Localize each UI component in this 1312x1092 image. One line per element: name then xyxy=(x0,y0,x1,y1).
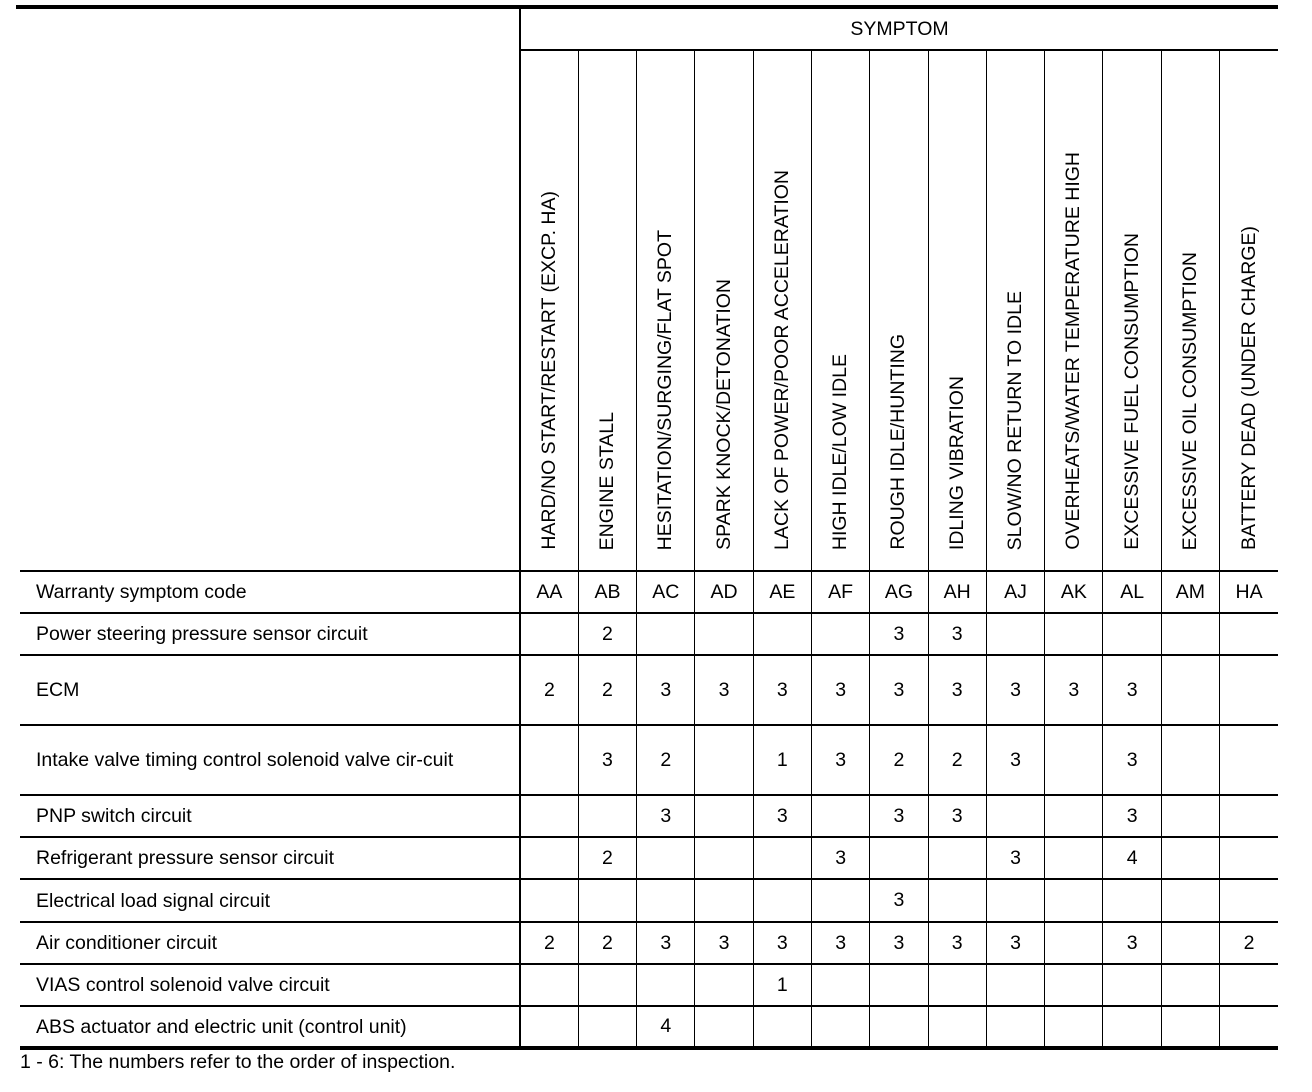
cell-value xyxy=(1161,795,1219,837)
cell-value: AE xyxy=(753,571,811,613)
cell-value xyxy=(1045,837,1103,879)
cell-value: 3 xyxy=(1103,795,1161,837)
table-row xyxy=(20,837,1278,879)
cell-value xyxy=(1220,1006,1278,1048)
cell-value xyxy=(695,837,753,879)
cell-value xyxy=(1161,879,1219,922)
row-label: ABS actuator and electric unit (control unit) xyxy=(20,1006,520,1048)
table-row xyxy=(20,725,1278,795)
cell-value xyxy=(520,613,578,655)
cell-value xyxy=(637,837,695,879)
cell-value xyxy=(1220,725,1278,795)
cell-value: 3 xyxy=(1103,922,1161,964)
cell-value xyxy=(578,964,636,1006)
cell-value xyxy=(928,1006,986,1048)
cell-value xyxy=(520,795,578,837)
symptom-label: SLOW/NO RETURN TO IDLE xyxy=(1004,290,1027,550)
symptom-column-header xyxy=(637,50,695,571)
symptom-column-header xyxy=(870,50,928,571)
cell-value xyxy=(1045,795,1103,837)
cell-value xyxy=(520,725,578,795)
symptom-column-header xyxy=(520,50,578,571)
cell-value xyxy=(811,1006,869,1048)
cell-value: 3 xyxy=(928,922,986,964)
cell-value: 1 xyxy=(753,725,811,795)
cell-value xyxy=(753,837,811,879)
cell-value: 4 xyxy=(637,1006,695,1048)
cell-value: 2 xyxy=(637,725,695,795)
cell-value xyxy=(870,964,928,1006)
cell-value: 3 xyxy=(928,795,986,837)
row-label: Intake valve timing control solenoid valve cir-cuit xyxy=(20,725,520,795)
cell-value xyxy=(1161,964,1219,1006)
cell-value: 2 xyxy=(578,922,636,964)
cell-value xyxy=(1220,837,1278,879)
cell-value xyxy=(578,1006,636,1048)
cell-value: AA xyxy=(520,571,578,613)
cell-value xyxy=(695,879,753,922)
symptom-column-header xyxy=(578,50,636,571)
cell-value: AC xyxy=(637,571,695,613)
cell-value xyxy=(1161,613,1219,655)
table-row xyxy=(20,571,1278,613)
row-label: Power steering pressure sensor circuit xyxy=(20,613,520,655)
cell-value: 3 xyxy=(870,922,928,964)
cell-value xyxy=(986,795,1044,837)
symptom-column-header xyxy=(811,50,869,571)
symptom-label: EXCESSIVE OIL CONSUMPTION xyxy=(1178,251,1201,550)
cell-value xyxy=(1045,879,1103,922)
cell-value: 3 xyxy=(811,837,869,879)
cell-value xyxy=(870,1006,928,1048)
table-row xyxy=(20,655,1278,725)
cell-value xyxy=(520,837,578,879)
cell-value: 3 xyxy=(811,922,869,964)
cell-value xyxy=(928,837,986,879)
symptom-label: SPARK KNOCK/DETONATION xyxy=(712,279,735,550)
cell-value: AB xyxy=(578,571,636,613)
cell-value: 1 xyxy=(753,964,811,1006)
cell-value: 3 xyxy=(753,655,811,725)
row-label: Warranty symptom code xyxy=(20,571,520,613)
cell-value xyxy=(928,879,986,922)
cell-value xyxy=(928,964,986,1006)
cell-value: 2 xyxy=(578,613,636,655)
cell-value: 3 xyxy=(928,655,986,725)
cell-value xyxy=(520,1006,578,1048)
symptom-column-header xyxy=(753,50,811,571)
cell-value xyxy=(811,613,869,655)
cell-value: 2 xyxy=(520,655,578,725)
symptom-column-header xyxy=(1161,50,1219,571)
cell-value xyxy=(695,795,753,837)
cell-value: 3 xyxy=(695,655,753,725)
cell-value: 3 xyxy=(1045,655,1103,725)
symptom-column-header xyxy=(1103,50,1161,571)
cell-value xyxy=(986,1006,1044,1048)
cell-value xyxy=(753,613,811,655)
cell-value: 2 xyxy=(520,922,578,964)
cell-value xyxy=(1161,837,1219,879)
symptom-column-header xyxy=(928,50,986,571)
cell-value: 3 xyxy=(870,795,928,837)
cell-value xyxy=(695,613,753,655)
cell-value: AF xyxy=(811,571,869,613)
symptom-label: HESITATION/SURGING/FLAT SPOT xyxy=(654,229,677,550)
cell-value xyxy=(1161,922,1219,964)
cell-value xyxy=(1220,795,1278,837)
cell-value: 3 xyxy=(695,922,753,964)
symptom-label: LACK OF POWER/POOR ACCELERATION xyxy=(770,170,793,550)
cell-value xyxy=(637,879,695,922)
cell-value xyxy=(1220,964,1278,1006)
cell-value: 3 xyxy=(986,655,1044,725)
cell-value xyxy=(1103,1006,1161,1048)
cell-value xyxy=(637,964,695,1006)
cell-value xyxy=(1045,1006,1103,1048)
cell-value: 3 xyxy=(986,922,1044,964)
symptom-label: EXCESSIVE FUEL CONSUMPTION xyxy=(1120,233,1143,550)
row-label: Refrigerant pressure sensor circuit xyxy=(20,837,520,879)
cell-value xyxy=(695,725,753,795)
cell-value: 3 xyxy=(637,795,695,837)
cell-value: 2 xyxy=(578,837,636,879)
cell-value xyxy=(578,879,636,922)
cell-value: 2 xyxy=(928,725,986,795)
row-label: VIAS control solenoid valve circuit xyxy=(20,964,520,1006)
cell-value xyxy=(986,879,1044,922)
cell-value: HA xyxy=(1220,571,1278,613)
cell-value xyxy=(578,795,636,837)
symptom-label: OVERHEATS/WATER TEMPERATURE HIGH xyxy=(1062,152,1085,550)
cell-value xyxy=(870,837,928,879)
symptom-table xyxy=(20,9,1278,1050)
symptom-column-header xyxy=(695,50,753,571)
symptom-column-header xyxy=(1220,50,1278,571)
symptom-label: HIGH IDLE/LOW IDLE xyxy=(829,353,852,550)
header-corner xyxy=(20,9,520,571)
cell-value xyxy=(811,964,869,1006)
row-label: Electrical load signal circuit xyxy=(20,879,520,922)
cell-value xyxy=(520,964,578,1006)
cell-value: 2 xyxy=(578,655,636,725)
cell-value: AH xyxy=(928,571,986,613)
cell-value: AD xyxy=(695,571,753,613)
row-label: PNP switch circuit xyxy=(20,795,520,837)
cell-value: 3 xyxy=(578,725,636,795)
cell-value xyxy=(1161,655,1219,725)
row-label: Air conditioner circuit xyxy=(20,922,520,964)
cell-value xyxy=(520,879,578,922)
cell-value: 4 xyxy=(1103,837,1161,879)
symptom-column-header xyxy=(986,50,1044,571)
cell-value xyxy=(1220,655,1278,725)
symptom-label: ROUGH IDLE/HUNTING xyxy=(887,334,910,550)
cell-value xyxy=(986,964,1044,1006)
cell-value xyxy=(1161,1006,1219,1048)
symptom-group-header: SYMPTOM xyxy=(520,9,1278,50)
cell-value xyxy=(1045,964,1103,1006)
cell-value: 3 xyxy=(870,879,928,922)
cell-value xyxy=(986,613,1044,655)
cell-value xyxy=(1045,725,1103,795)
cell-value: AG xyxy=(870,571,928,613)
cell-value: 3 xyxy=(986,837,1044,879)
table-row xyxy=(20,613,1278,655)
symptom-label: BATTERY DEAD (UNDER CHARGE) xyxy=(1237,226,1260,550)
cell-value: 3 xyxy=(986,725,1044,795)
row-label: ECM xyxy=(20,655,520,725)
table-row xyxy=(20,922,1278,964)
cell-value xyxy=(753,879,811,922)
table-row xyxy=(20,879,1278,922)
cell-value xyxy=(1103,964,1161,1006)
cell-value: AK xyxy=(1045,571,1103,613)
cell-value: 2 xyxy=(870,725,928,795)
cell-value xyxy=(811,795,869,837)
table-row xyxy=(20,795,1278,837)
symptom-label: ENGINE STALL xyxy=(595,411,618,550)
cell-value: AJ xyxy=(986,571,1044,613)
cell-value: 3 xyxy=(1103,725,1161,795)
cell-value: AM xyxy=(1161,571,1219,613)
cell-value xyxy=(811,879,869,922)
symptom-label: HARD/NO START/RESTART (EXCP. HA) xyxy=(537,191,560,550)
table-row xyxy=(20,1006,1278,1048)
cell-value xyxy=(1045,922,1103,964)
cell-value xyxy=(753,1006,811,1048)
cell-value: 3 xyxy=(870,655,928,725)
cell-value: 3 xyxy=(637,922,695,964)
cell-value xyxy=(1220,879,1278,922)
cell-value: 2 xyxy=(1220,922,1278,964)
cell-value xyxy=(695,1006,753,1048)
cell-value xyxy=(1045,613,1103,655)
cell-value xyxy=(1103,879,1161,922)
cell-value: 3 xyxy=(753,795,811,837)
table-row xyxy=(20,964,1278,1006)
cell-value: 3 xyxy=(928,613,986,655)
cell-value: 3 xyxy=(1103,655,1161,725)
cell-value xyxy=(695,964,753,1006)
cell-value xyxy=(637,613,695,655)
cell-value: AL xyxy=(1103,571,1161,613)
cell-value: 3 xyxy=(811,655,869,725)
cell-value: 3 xyxy=(753,922,811,964)
cell-value xyxy=(1161,725,1219,795)
cell-value: 3 xyxy=(637,655,695,725)
cell-value: 3 xyxy=(811,725,869,795)
cell-value xyxy=(1220,613,1278,655)
symptom-label: IDLING VIBRATION xyxy=(945,375,968,550)
cell-value xyxy=(1103,613,1161,655)
cell-value: 3 xyxy=(870,613,928,655)
footnote: 1 - 6: The numbers refer to the order of inspection. xyxy=(20,1051,456,1073)
symptom-column-header xyxy=(1045,50,1103,571)
